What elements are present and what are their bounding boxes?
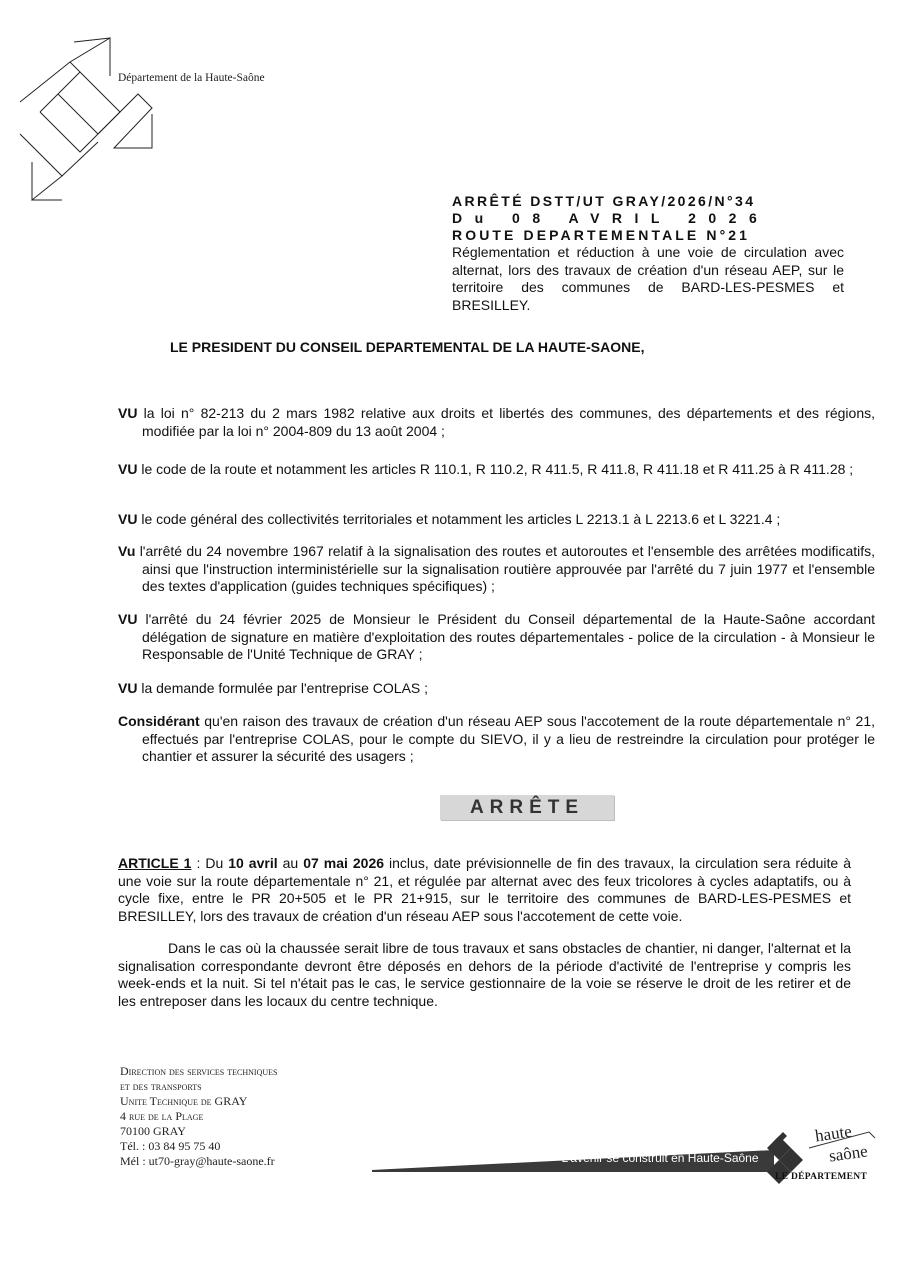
- consideration-item: [118, 611, 875, 664]
- brand-caption: LE DÉPARTEMENT: [775, 1172, 868, 1182]
- article-1-paragraph-2: Dans le cas où la chaussée serait libre de tous travaux et sans obstacles de chantier, ni danger, l'alternat et la signalisation correspondante devront être déposés en dehors de la période d'activité de l'entreprise y compris les week-ends et la nuit. Si tel n'était pas le cas, le service gestionnaire de la voie se réserve le droit de les retirer et de les entreposer dans les locaux du centre technique.: [118, 940, 851, 1009]
- contact-line: Tél. : 03 84 95 75 40: [120, 1139, 221, 1153]
- contact-line: Unite Technique de GRAY: [120, 1094, 248, 1108]
- consideration-item: [118, 405, 875, 440]
- consideration-label: VU: [118, 461, 138, 477]
- brand-word-saone: saône: [827, 1141, 869, 1166]
- contact-line: et des transports: [120, 1079, 202, 1093]
- consideration-text: le code de la route et notamment les articles R 110.1, R 110.2, R 411.5, R 411.8, R 411.18 et R 411.25 à R 411.28 ;: [141, 461, 854, 477]
- banner-slogan: L'avenir se construit en Haute-Saône: [561, 1151, 759, 1165]
- brand-word-haute: haute: [813, 1121, 853, 1146]
- article-1: ARTICLE 1 : Du 10 avril au 07 mai 2026 inclus, date prévisionnelle de fin des travaux, la circulation sera réduite à une voie sur la route départementale n° 21, et régulée par alternat avec des feux tricolores à cycles adaptatifs, ou à cycle fixe, entre le PR 20+505 et le PR 21+915, sur le territoire des communes de BARD-LES-PESMES et BRESILLEY, lors des travaux de création d'un réseau AEP sous l'accotement de cette voie.: [118, 855, 852, 924]
- consideration-label: VU: [118, 511, 138, 527]
- consideration-text: l'arrêté du 24 février 2025 de Monsieur le Président du Conseil départemental de la Haute-Saône accordant délégation de signature en matière d'exploitation des routes départementales - police de la circulation - à Monsieur le Responsable de l'Unité Technique de GRAY ;: [142, 611, 876, 662]
- consideration-item: [118, 543, 875, 596]
- article-1-text: inclus, date prévisionnelle de fin des travaux, la circulation sera réduite à une voie sur la route départementale n° 21, et régulée par alternat avec des feux tricolores à cycles adaptatifs, ou à cycle fixe, entre le PR 20+505 et le PR 21+915, sur le territoire des communes de BARD-LES-PESMES et BRESILLEY, lors des travaux de création d'un réseau AEP sous l'accotement de cette voie.: [118, 855, 852, 924]
- department-logo: [18, 30, 158, 205]
- consideration-item: [118, 713, 875, 766]
- consideration-label: VU: [118, 680, 138, 696]
- consideration-item: [118, 461, 875, 479]
- consideration-text: la loi n° 82-213 du 2 mars 1982 relative aux droits et libertés des communes, des départements et des régions, modifiée par la loi n° 2004-809 du 13 août 2004 ;: [142, 405, 876, 439]
- article-1-label: ARTICLE 1: [118, 855, 192, 871]
- consideration-text: qu'en raison des travaux de création d'un réseau AEP sous l'accotement de la route départementale n° 21, effectués par l'entreprise COLAS, pour le compte du SIEVO, il y a lieu de restreindre la circulation pour protéger le chantier et assurer la sécurité des usagers ;: [142, 713, 875, 764]
- decree-date: Du 08 AVRIL 2026: [452, 210, 770, 226]
- article-1-date-to: 07 mai 2026: [303, 855, 385, 871]
- decree-reference: ARRÊTÉ DSTT/UT GRAY/2026/N°34: [452, 193, 756, 209]
- decree-header: [452, 193, 844, 314]
- consideration-label: VU: [118, 611, 138, 627]
- department-name: Département de la Haute-Saône: [118, 72, 265, 84]
- contact-line: 4 rue de la Plage: [120, 1109, 204, 1123]
- consideration-text: l'arrêté du 24 novembre 1967 relatif à la signalisation des routes et autoroutes et l'ensemble des arrêtées modificatifs, ainsi que l'instruction interministérielle sur la signalisation routière approuvée par l'arrêté du 7 juin 1977 et l'ensemble des textes d'application (guides techniques spécifiques) ;: [139, 543, 876, 594]
- contact-line: Direction des services techniques: [120, 1064, 278, 1078]
- consideration-label: VU: [118, 405, 138, 421]
- consideration-label: Vu: [118, 543, 136, 559]
- contact-line: Mél : ut70-gray@haute-saone.fr: [120, 1154, 275, 1168]
- consideration-item: [118, 511, 875, 529]
- contact-line: 70100 GRAY: [120, 1124, 186, 1138]
- decree-road: ROUTE DEPARTEMENTALE N°21: [452, 227, 751, 243]
- consideration-item: [118, 680, 875, 698]
- footer-contact: [120, 1064, 277, 1169]
- consideration-label: Considérant: [118, 713, 200, 729]
- president-title: LE PRESIDENT DU CONSEIL DEPARTEMENTAL DE LA HAUTE-SAONE,: [170, 339, 645, 355]
- consideration-text: la demande formulée par l'entreprise COLAS ;: [141, 680, 429, 696]
- decree-description: Réglementation et réduction à une voie de circulation avec alternat, lors des travaux de création d'un réseau AEP, sur le territoire des communes de BARD-LES-PESMES et BRESILLEY.: [452, 244, 844, 313]
- arrete-heading: ARRÊTE: [469, 797, 585, 818]
- article-1-date-from: 10 avril: [228, 855, 278, 871]
- consideration-text: le code général des collectivités territoriales et notamment les articles L 2213.1 à L 2213.6 et L 3221.4 ;: [141, 511, 781, 527]
